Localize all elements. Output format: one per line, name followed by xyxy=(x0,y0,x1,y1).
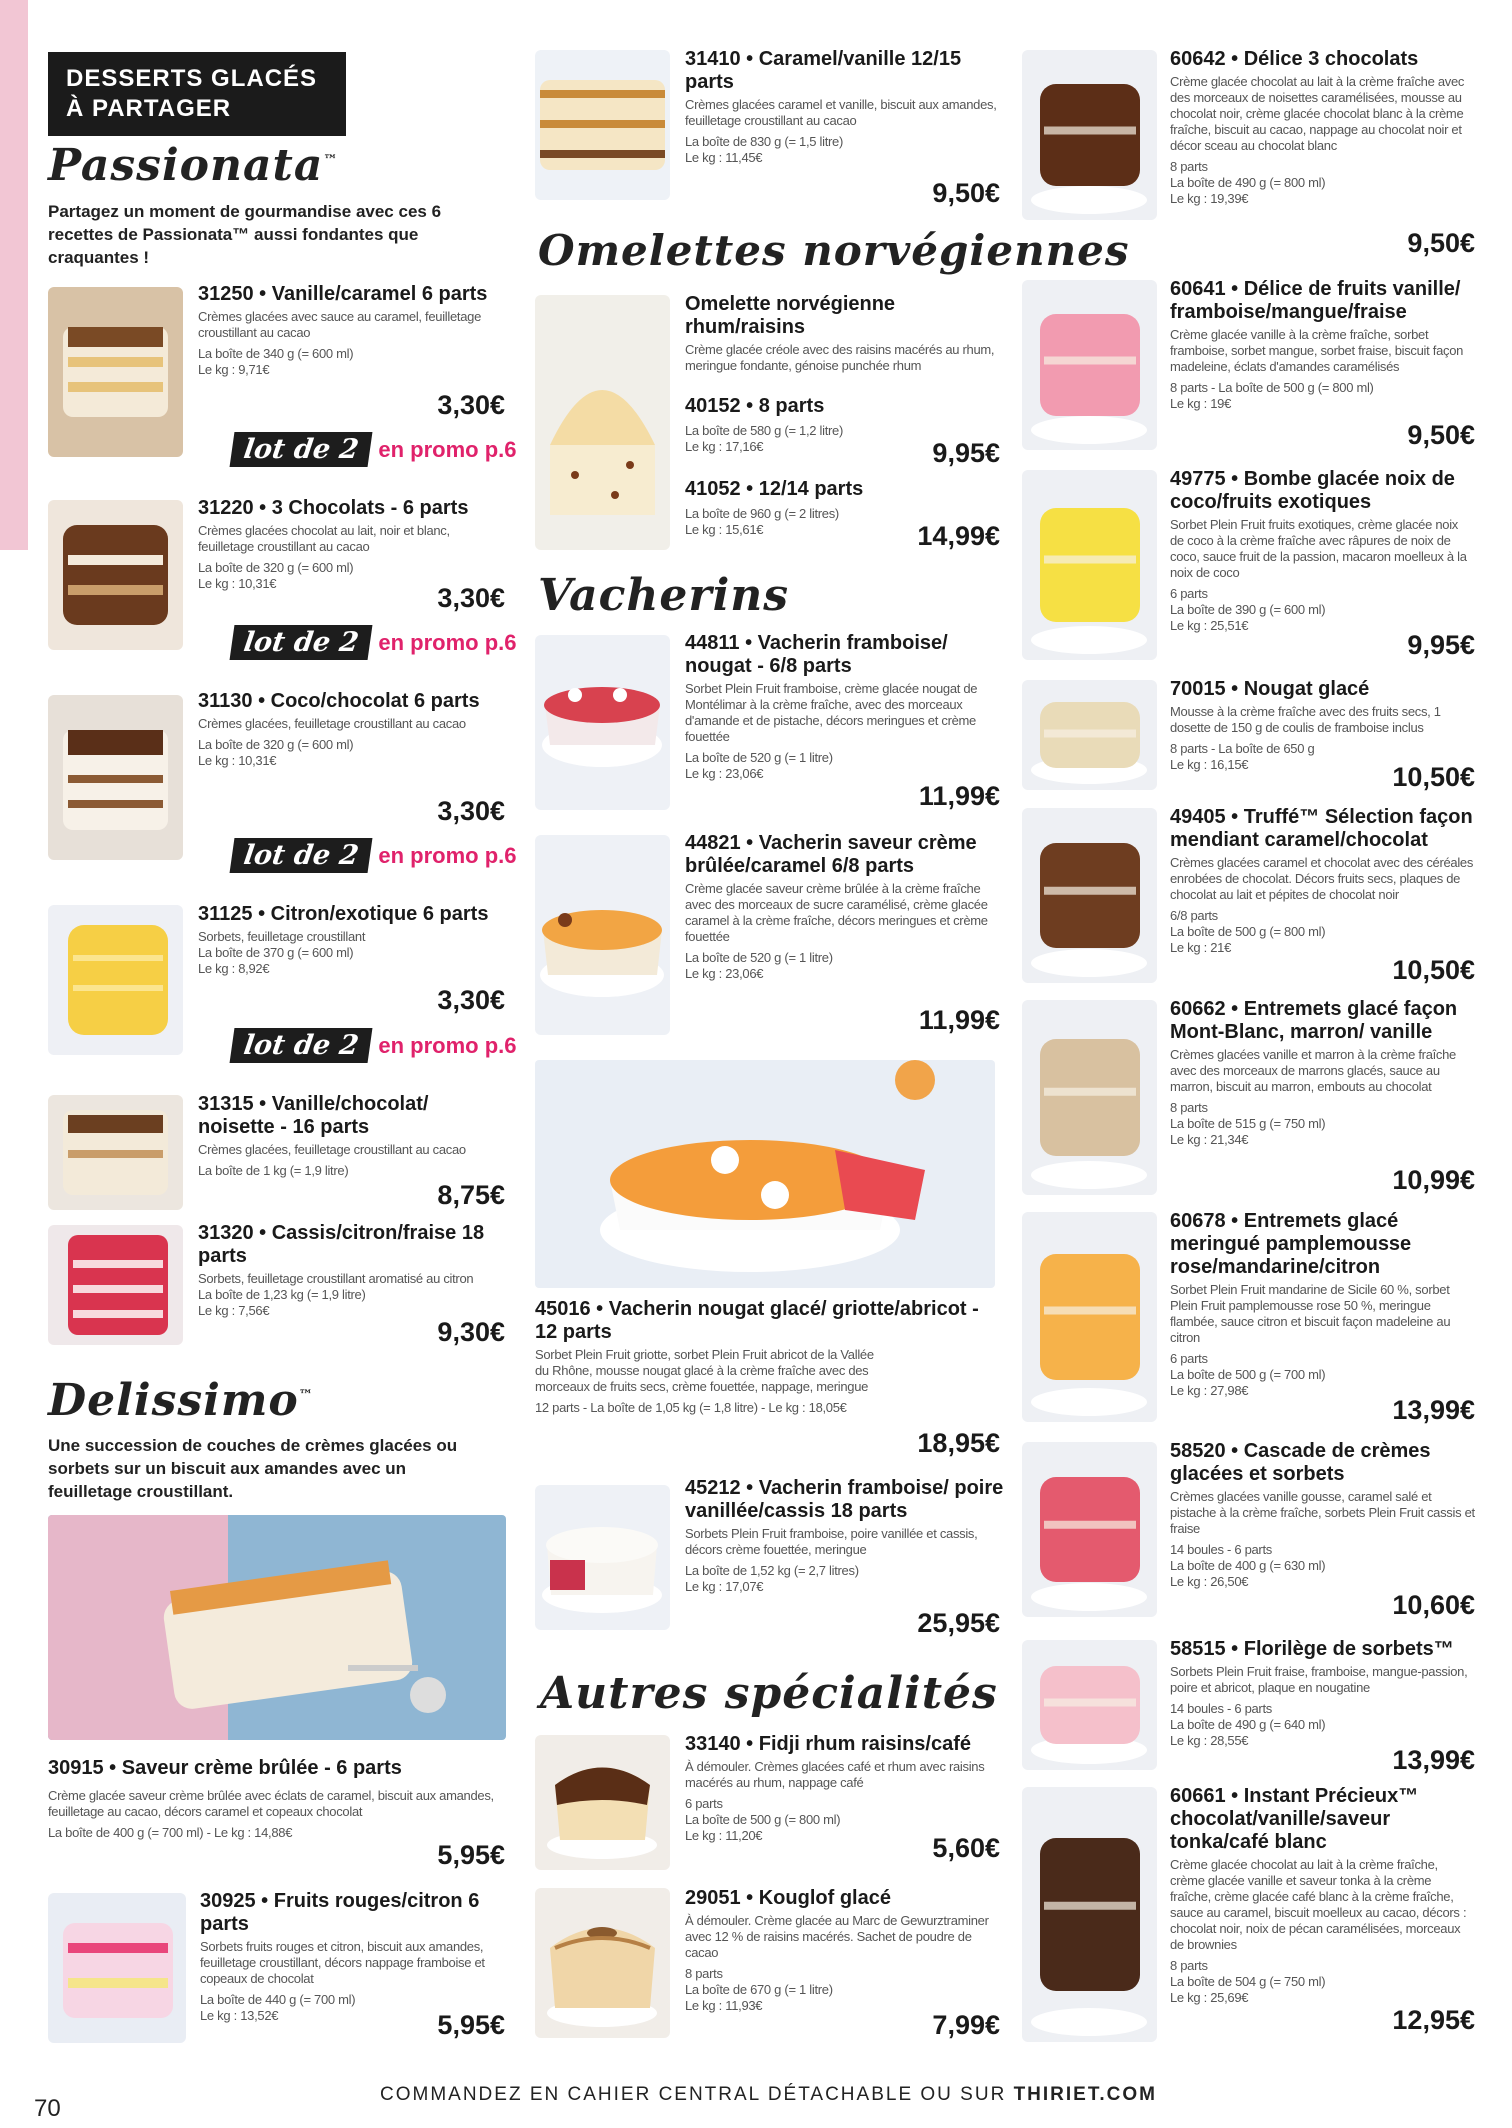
product-desc: Crème glacée créole avec des raisins macérés au rhum, meringue fondante, génoise punchée rhum xyxy=(685,342,995,373)
product-title: 58520 • Cascade de crèmes glacées et sorbets xyxy=(1170,1440,1431,1485)
lot-badge: lot de 2 xyxy=(230,625,373,660)
product-image xyxy=(1022,808,1157,983)
product-image xyxy=(48,1225,183,1345)
product-title: 31410 • Caramel/vanille 12/15 parts xyxy=(685,48,962,93)
product-33140 xyxy=(685,1733,1005,1844)
product-pack: 8 parts - La boîte de 500 g (= 800 ml) xyxy=(1170,380,1374,395)
product-kg: Le kg : 25,51€ xyxy=(1170,618,1249,633)
product-desc: Crèmes glacées vanille et marron à la crème fraîche avec des morceaux de marrons glacés, sauce au marron, biscuit au marron, embouts au chocolat xyxy=(1170,1047,1456,1094)
product-price: 12,95€ xyxy=(1392,2005,1475,2035)
product-card xyxy=(1170,678,1475,773)
product-image xyxy=(48,1893,186,2043)
product-kg: Le kg : 27,98€ xyxy=(1170,1383,1249,1398)
product-kg: Le kg : 10,31€ xyxy=(198,753,277,768)
product-parts: 8 parts xyxy=(685,1966,723,1981)
product-image xyxy=(535,50,670,200)
autres-title: Autres spécialités xyxy=(540,1668,998,1719)
product-title: 31315 • Vanille/chocolat/ noisette - 16 parts xyxy=(198,1093,429,1138)
promo-link[interactable]: en promo p.6 xyxy=(378,436,517,462)
product-pack: La boîte de 504 g (= 750 ml) xyxy=(1170,1974,1326,1989)
product-31320 xyxy=(198,1222,498,1319)
product-price: 3,30€ xyxy=(437,985,505,1015)
product-price: 8,75€ xyxy=(437,1180,505,1210)
product-image xyxy=(48,905,183,1055)
promo-banner[interactable] xyxy=(232,838,517,873)
product-pack: 8 parts - La boîte de 650 g xyxy=(1170,741,1315,756)
product-pack: La boîte de 500 g (= 800 ml) xyxy=(1170,924,1326,939)
product-kg: Le kg : 19,39€ xyxy=(1170,191,1249,206)
product-31410 xyxy=(685,48,1005,166)
product-title: 31220 • 3 Chocolats - 6 parts xyxy=(198,497,469,519)
product-price: 10,50€ xyxy=(1392,955,1475,985)
product-price: 3,30€ xyxy=(437,583,505,613)
product-kg: Le kg : 11,20€ xyxy=(685,1828,763,1843)
product-desc: Sorbets Plein Fruit fraise, framboise, mangue-passion, poire et abricot, plaque en nougatine xyxy=(1170,1664,1468,1695)
product-pack: La boîte de 320 g (= 600 ml) xyxy=(198,737,354,752)
product-title: 30915 • Saveur crème brûlée - 6 parts xyxy=(48,1757,402,1779)
product-pack: 12 parts - La boîte de 1,05 kg (= 1,8 litre) - Le kg : 18,05€ xyxy=(535,1400,847,1415)
product-parts: 14 boules - 6 parts xyxy=(1170,1701,1272,1716)
product-desc: À démouler. Crèmes glacées café et rhum avec raisins macérés au rhum, nappage café xyxy=(685,1759,985,1790)
product-kg: Le kg : 17,07€ xyxy=(685,1579,764,1594)
product-image xyxy=(48,287,183,457)
product-pack: La boîte de 830 g (= 1,5 litre) xyxy=(685,134,844,149)
product-image xyxy=(1022,50,1157,220)
product-45016 xyxy=(535,1298,1005,1416)
product-price: 11,99€ xyxy=(918,781,1000,811)
site-link[interactable]: THIRIET.COM xyxy=(1013,2084,1157,2105)
product-price: 18,95€ xyxy=(917,1428,1000,1458)
product-title: 49405 • Truffé™ Sélection façon mendiant caramel/chocolat xyxy=(1170,806,1473,851)
product-31130 xyxy=(198,690,498,769)
product-pack: La boîte de 340 g (= 600 ml) xyxy=(198,346,354,361)
product-desc: Sorbets Plein Fruit framboise, poire vanillée et cassis, décors crème fouettée, meringue xyxy=(685,1526,978,1557)
product-kg: Le kg : 15,61€ xyxy=(685,522,764,537)
product-price: 7,99€ xyxy=(932,2010,1000,2040)
product-pack: La boîte de 1,23 kg (= 1,9 litre) xyxy=(198,1287,366,1302)
product-price: 3,30€ xyxy=(437,390,505,420)
product-image xyxy=(535,635,670,810)
product-price: 3,30€ xyxy=(437,796,505,826)
product-price: 14,99€ xyxy=(917,521,1000,551)
product-desc: Crèmes glacées, feuilletage croustillant au cacao xyxy=(198,1142,466,1157)
product-desc: Crème glacée vanille à la crème fraîche, sorbet framboise, sorbet mangue, sorbet fraise, biscuit façon madeleine, éclats d'amandes caramélisés xyxy=(1170,327,1464,374)
product-title: 31250 • Vanille/caramel 6 parts xyxy=(198,283,488,305)
product-pack: La boîte de 440 g (= 700 ml) xyxy=(200,1992,356,2007)
product-desc: Sorbets, feuilletage croustillant aromatisé au citron xyxy=(198,1271,474,1286)
section-tag-line1: DESSERTS GLACÉS xyxy=(66,65,318,92)
product-31315 xyxy=(198,1093,498,1179)
product-price: 9,50€ xyxy=(1407,228,1475,258)
product-card xyxy=(1170,998,1475,1148)
product-title: 33140 • Fidji rhum raisins/café xyxy=(685,1733,972,1755)
product-desc: Sorbet Plein Fruit fruits exotiques, crème glacée noix de coco à la crème fraîche avec râpures de noix de coco, sauce fruit de la passion, macaron moelleux à la noix de coco xyxy=(1170,517,1467,580)
product-pack: La boîte de 490 g (= 800 ml) xyxy=(1170,175,1326,190)
product-pack: La boîte de 370 g (= 600 ml) xyxy=(198,945,354,960)
product-image xyxy=(1022,1442,1157,1617)
product-price: 9,95€ xyxy=(932,438,1000,468)
product-price: 9,50€ xyxy=(1407,420,1475,450)
promo-banner[interactable] xyxy=(232,432,517,467)
product-desc: Sorbet Plein Fruit griotte, sorbet Plein Fruit abricot de la Vallée du Rhône, mousse nougat glacé à la crème fraîche avec des morceaux de fruits secs, crème fouettée, nappage, meringue xyxy=(535,1347,874,1394)
product-desc: Crèmes glacées caramel et vanille, biscuit aux amandes, feuilletage croustillant au cacao xyxy=(685,97,997,128)
product-card xyxy=(1170,1440,1475,1590)
product-title: 58515 • Florilège de sorbets™ xyxy=(1170,1638,1454,1660)
product-kg: Le kg : 13,52€ xyxy=(200,2008,279,2023)
product-title: 44811 • Vacherin framboise/ nougat - 6/8 parts xyxy=(685,632,948,677)
product-image xyxy=(535,835,670,1035)
product-desc: Crèmes glacées chocolat au lait, noir et blanc, feuilletage croustillant au cacao xyxy=(198,523,450,554)
product-card xyxy=(1170,1638,1475,1749)
product-pack: La boîte de 1 kg (= 1,9 litre) xyxy=(198,1163,349,1178)
product-price: 5,60€ xyxy=(932,1833,1000,1863)
product-image xyxy=(1022,1787,1157,2042)
product-pack: La boîte de 520 g (= 1 litre) xyxy=(685,750,833,765)
product-image xyxy=(535,1485,670,1630)
lot-badge: lot de 2 xyxy=(230,838,373,873)
product-parts: 8 parts xyxy=(1170,1958,1208,1973)
product-card xyxy=(1170,468,1475,634)
product-parts: 6 parts xyxy=(685,1796,723,1811)
product-title: 49775 • Bombe glacée noix de coco/fruits exotiques xyxy=(1170,468,1455,513)
product-kg: Le kg : 23,06€ xyxy=(685,766,764,781)
product-card xyxy=(1170,1785,1475,2006)
vacherin-hero-image xyxy=(535,1060,995,1288)
product-image xyxy=(1022,1000,1157,1195)
product-pack: La boîte de 490 g (= 640 ml) xyxy=(1170,1717,1326,1732)
product-kg: Le kg : 7,56€ xyxy=(198,1303,270,1318)
delissimo-intro: Une succession de couches de crèmes glacées ou sorbets sur un biscuit aux amandes avec un feuilletage croustillant. xyxy=(48,1436,458,1501)
product-title: 31320 • Cassis/citron/fraise 18 parts xyxy=(198,1222,485,1267)
product-title: 45212 • Vacherin framboise/ poire vanillée/cassis 18 parts xyxy=(685,1477,1004,1522)
product-44821 xyxy=(685,832,1005,982)
product-desc: Crèmes glacées, feuilletage croustillant au cacao xyxy=(198,716,466,731)
product-31125 xyxy=(198,903,498,977)
product-title: 60642 • Délice 3 chocolats xyxy=(1170,48,1419,70)
product-parts: 14 boules - 6 parts xyxy=(1170,1542,1272,1557)
product-kg: Le kg : 21€ xyxy=(1170,940,1232,955)
product-desc: Crèmes glacées caramel et chocolat avec des céréales enrobées de chocolat. Décors fruits secs, plaques de chocolat au lait et pépites de chocolat noir xyxy=(1170,855,1474,902)
product-title: 30925 • Fruits rouges/citron 6 parts xyxy=(200,1890,480,1935)
product-image xyxy=(1022,1640,1157,1770)
product-title: 41052 • 12/14 parts xyxy=(685,478,864,500)
product-card xyxy=(1170,48,1475,207)
product-title: 60641 • Délice de fruits vanille/ framboise/mangue/fraise xyxy=(1170,278,1461,323)
product-desc: Sorbets, feuilletage croustillant xyxy=(198,929,366,944)
product-title: 60662 • Entremets glacé façon Mont-Blanc, marron/ vanille xyxy=(1170,998,1458,1043)
product-31220 xyxy=(198,497,498,592)
product-desc: Mousse à la crème fraîche avec des fruits secs, 1 dosette de 150 g de coulis de framboise inclus xyxy=(1170,704,1441,735)
product-title: 44821 • Vacherin saveur crème brûlée/caramel 6/8 parts xyxy=(685,832,977,877)
page-number: 70 xyxy=(34,2095,61,2122)
product-image xyxy=(535,1735,670,1870)
product-31250 xyxy=(198,283,498,378)
passionata-intro: Partagez un moment de gourmandise avec ces 6 recettes de Passionata™ aussi fondantes que craquantes ! xyxy=(48,202,442,267)
product-price: 25,95€ xyxy=(917,1608,1000,1638)
product-30925 xyxy=(200,1890,500,2024)
product-44811 xyxy=(685,632,1005,782)
product-image xyxy=(48,500,183,650)
product-image xyxy=(1022,1212,1157,1422)
delissimo-hero-image xyxy=(48,1515,506,1740)
product-card xyxy=(1170,278,1475,412)
product-image xyxy=(535,295,670,550)
product-title: 60661 • Instant Précieux™ chocolat/vanille/saveur tonka/café blanc xyxy=(1170,1785,1419,1853)
product-kg: Le kg : 9,71€ xyxy=(198,362,270,377)
delissimo-title: Delissimo™ xyxy=(48,1375,314,1426)
product-parts: 8 parts xyxy=(1170,1100,1208,1115)
product-kg: Le kg : 28,55€ xyxy=(1170,1733,1249,1748)
product-title: 70015 • Nougat glacé xyxy=(1170,678,1370,700)
product-kg: Le kg : 23,06€ xyxy=(685,966,764,981)
product-pack: La boîte de 515 g (= 750 ml) xyxy=(1170,1116,1326,1131)
product-kg: Le kg : 26,50€ xyxy=(1170,1574,1249,1589)
promo-link[interactable]: en promo p.6 xyxy=(378,629,517,655)
product-kg: Le kg : 16,15€ xyxy=(1170,757,1249,772)
product-desc: Crème glacée chocolat au lait à la crème fraîche avec des morceaux de noisettes caramélisées, mousse au chocolat noir, crème glacée chocolat blanc à la crème fraîche, biscuit au cacao, nappage au chocolat noir et décor sceau au chocolat blanc xyxy=(1170,74,1465,153)
product-title: 45016 • Vacherin nougat glacé/ griotte/abricot - 12 parts xyxy=(535,1298,979,1343)
product-45212 xyxy=(685,1477,1005,1595)
product-title: Omelette norvégienne rhum/raisins xyxy=(685,293,896,338)
product-price: 13,99€ xyxy=(1392,1395,1475,1425)
product-kg: Le kg : 19€ xyxy=(1170,396,1232,411)
product-desc: Sorbet Plein Fruit mandarine de Sicile 60 %, sorbet Plein Fruit pamplemousse rose 50 %, meringue flambée, sauce citron et biscuit façon madeleine au citron xyxy=(1170,1282,1451,1345)
product-image xyxy=(1022,470,1157,660)
product-pack: La boîte de 1,52 kg (= 2,7 litres) xyxy=(685,1563,859,1578)
product-price: 13,99€ xyxy=(1392,1745,1475,1775)
vacherins-title: Vacherins xyxy=(538,570,790,621)
lot-badge: lot de 2 xyxy=(230,1028,373,1063)
product-kg: Le kg : 8,92€ xyxy=(198,961,270,976)
promo-link[interactable]: en promo p.6 xyxy=(378,842,517,868)
product-image xyxy=(48,695,183,860)
product-price: 10,99€ xyxy=(1392,1165,1475,1195)
product-parts: 6/8 parts xyxy=(1170,908,1218,923)
promo-banner[interactable] xyxy=(232,1028,517,1063)
product-price: 10,50€ xyxy=(1392,762,1475,792)
product-image xyxy=(535,1888,670,2038)
product-price: 9,95€ xyxy=(1407,630,1475,660)
product-pack: La boîte de 580 g (= 1,2 litre) xyxy=(685,423,844,438)
product-title: 40152 • 8 parts xyxy=(685,395,825,417)
passionata-title: Passionata™ xyxy=(48,140,339,191)
product-kg: Le kg : 17,16€ xyxy=(685,439,764,454)
section-tag xyxy=(48,52,346,136)
product-title: 31125 • Citron/exotique 6 parts xyxy=(198,903,489,925)
product-pack: La boîte de 960 g (= 2 litres) xyxy=(685,506,839,521)
omelettes-title: Omelettes norvégiennes xyxy=(538,226,1130,275)
product-kg: Le kg : 10,31€ xyxy=(198,576,277,591)
product-image xyxy=(1022,680,1157,790)
product-price: 5,95€ xyxy=(437,1840,505,1870)
product-image xyxy=(48,1095,183,1210)
footer-text: COMMANDEZ EN CAHIER CENTRAL DÉTACHABLE OU SUR THIRIET.COM xyxy=(380,2084,1157,2105)
product-desc: Crème glacée chocolat au lait à la crème fraîche, crème glacée vanille et saveur tonka à la crème fraîche, crème glacée café blanc à la crème fraîche, sauce au caramel, biscuit moelleux au cacao, décors : chocolat noir, noix de pécan caramélisées, morceaux de brownies xyxy=(1170,1857,1467,1952)
product-price: 9,50€ xyxy=(932,178,1000,208)
product-title: 31130 • Coco/chocolat 6 parts xyxy=(198,690,480,712)
promo-link[interactable]: en promo p.6 xyxy=(378,1032,517,1058)
product-pack: La boîte de 390 g (= 600 ml) xyxy=(1170,602,1326,617)
product-card xyxy=(1170,1210,1475,1399)
product-desc: Crème glacée saveur crème brûlée avec éclats de caramel, biscuit aux amandes, feuilletage au cacao, décors caramel et copeaux chocolat xyxy=(48,1788,494,1819)
product-pack: La boîte de 520 g (= 1 litre) xyxy=(685,950,833,965)
product-kg: Le kg : 21,34€ xyxy=(1170,1132,1249,1147)
product-price: 5,95€ xyxy=(437,2010,505,2040)
product-desc: Sorbets fruits rouges et citron, biscuit aux amandes, feuilletage croustillant, décors nappage framboise et copeaux de chocolat xyxy=(200,1939,485,1986)
product-desc: Crèmes glacées vanille gousse, caramel salé et pistache à la crème fraîche, sorbets Plein Fruit cassis et fraise xyxy=(1170,1489,1475,1536)
product-kg: Le kg : 11,93€ xyxy=(685,1998,763,2013)
product-price: 9,30€ xyxy=(437,1317,505,1347)
product-pack: La boîte de 500 g (= 700 ml) xyxy=(1170,1367,1326,1382)
product-title: 60678 • Entremets glacé meringué pamplemousse rose/mandarine/citron xyxy=(1170,1210,1412,1278)
product-pack: La boîte de 400 g (= 700 ml) - Le kg : 14,88€ xyxy=(48,1825,293,1840)
product-price: 10,60€ xyxy=(1392,1590,1475,1620)
product-image xyxy=(1022,280,1157,450)
product-desc: Sorbet Plein Fruit framboise, crème glacée nougat de Montélimar à la crème fraîche, avec des morceaux d'amande et de pistache, décors meringues et crème fouettée xyxy=(685,681,978,744)
product-desc: À démouler. Crème glacée au Marc de Gewurztraminer avec 12 % de raisins macérés. Sachet de poudre de cacao xyxy=(685,1913,989,1960)
product-pack: La boîte de 400 g (= 630 ml) xyxy=(1170,1558,1326,1573)
product-pack: La boîte de 500 g (= 800 ml) xyxy=(685,1812,841,1827)
product-pack: La boîte de 670 g (= 1 litre) xyxy=(685,1982,833,1997)
page-edge-marker xyxy=(0,0,28,550)
product-price: 11,99€ xyxy=(918,1005,1000,1035)
product-parts: 6 parts xyxy=(1170,1351,1208,1366)
product-parts: 6 parts xyxy=(1170,586,1208,601)
product-kg: Le kg : 25,69€ xyxy=(1170,1990,1249,2005)
product-parts: 8 parts xyxy=(1170,159,1208,174)
promo-banner[interactable] xyxy=(232,625,517,660)
product-card xyxy=(1170,806,1475,956)
product-29051 xyxy=(685,1887,1005,2014)
product-pack: La boîte de 320 g (= 600 ml) xyxy=(198,560,354,575)
lot-badge: lot de 2 xyxy=(230,432,373,467)
product-omelette xyxy=(685,293,1005,374)
product-kg: Le kg : 11,45€ xyxy=(685,150,763,165)
product-desc: Crèmes glacées avec sauce au caramel, feuilletage croustillant au cacao xyxy=(198,309,482,340)
product-desc: Crème glacée saveur crème brûlée à la crème fraîche avec des morceaux de sucre caramélisé, crème glacée caramel à la crème fraîche, décors meringues et crème fouettée xyxy=(685,881,988,944)
section-tag-line2: À PARTAGER xyxy=(66,95,232,122)
product-30915 xyxy=(48,1757,508,1841)
product-title: 29051 • Kouglof glacé xyxy=(685,1887,891,1909)
